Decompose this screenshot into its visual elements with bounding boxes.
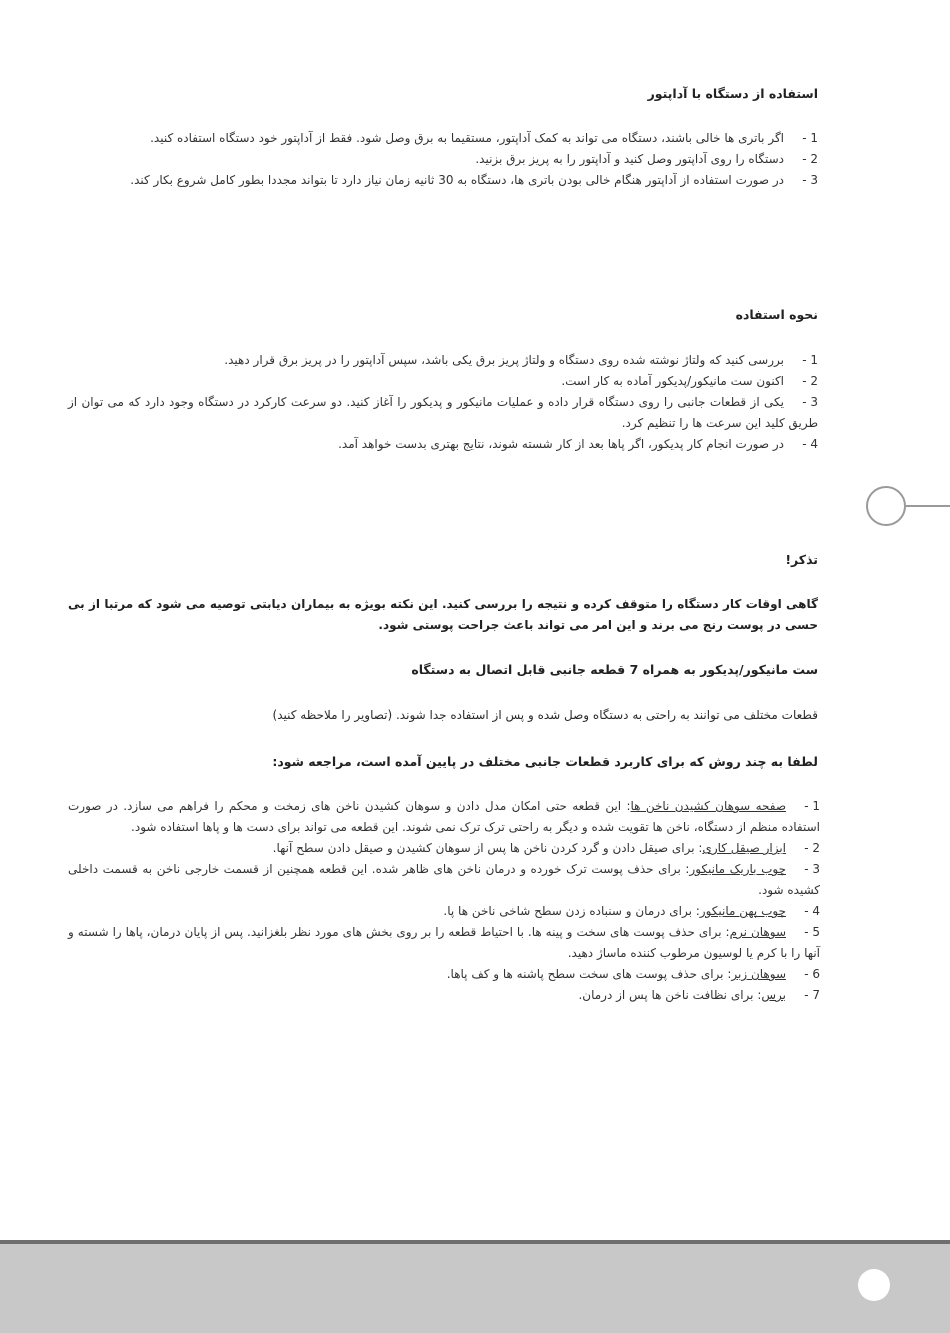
footer-dot [858, 1269, 890, 1301]
list-item [68, 371, 818, 392]
item-text: اگر باتری ها خالی باشند، دستگاه می تواند به کمک آداپتور، مستقیما به برق وصل شود. فقط از آداپتور خود دستگاه استفاده کنید. [150, 131, 784, 145]
item-title: برس [761, 988, 786, 1002]
item-number: 4 - [802, 437, 818, 451]
list-item: 5 -سوهان نرم: برای حذف پوست های سخت و پینه ها. با احتیاط قطعه را بر روی بخش های مورد نظر بلغزانید. پس از پایان درمان، پاها را شسته و آنها را با کرم یا لوسیون مرطوب کننده ماساژ دهید. [68, 922, 820, 964]
item-text: برای حذف پوست های سخت سطح پاشنه ها و کف پاها. [446, 967, 728, 981]
list-item [68, 434, 818, 455]
item-text: برای نظافت ناخن ها پس از درمان. [578, 988, 758, 1002]
item-number: 2 - [802, 152, 818, 166]
list-item [68, 149, 818, 170]
item-text: بررسی کنید که ولتاژ نوشته شده روی دستگاه و ولتاژ پریز برق یکی باشد، سپس آداپتور را در پریز برق قرار دهید. [224, 353, 784, 367]
note-text: گاهی اوقات کار دستگاه را متوقف کرده و نتیجه را بررسی کنید. این نکته بویژه به بیماران دیابتی توصیه می شود که مرتبا از بی حسی در پوست رنج می برند و این امر می تواند باعث جراحت پوستی شود. [68, 597, 818, 632]
item-text: برای صیقل دادن و گرد کردن ناخن ها پس از سوهان کشیدن و صیقل دادن سطح آنها. [272, 841, 699, 855]
list-item: 4 -چوب پهن مانیکور: برای درمان و سنباده زدن سطح شاخی ناخن ها پا. [68, 901, 820, 922]
item-text: برای حذف پوست ترک خورده و درمان ناخن های ظاهر شده. این قطعه همچنین از قسمت خارجی ناخن به قسمت داخلی کشیده شود. [68, 862, 820, 897]
item-title: سوهان نرم [729, 925, 786, 939]
item-number: 4 - [804, 904, 820, 918]
item-text: این قطعه حتی امکان مدل دادن و سوهان کشیدن ناخن های زمخت و محکم را فراهم می سازد. در صورت استفاده منظم از دستگاه، ناخن ها تقویت شده و دیگر به راحتی ترک ترک نمی شوند. این قطعه می تواند برای دست ها و پاها استفاده شود. [68, 799, 820, 834]
section-heading-usage: نحوه استفاده [735, 307, 818, 322]
list-item: 7 -برس: برای نظافت ناخن ها پس از درمان. [68, 985, 820, 1006]
item-number: 2 - [804, 841, 820, 855]
section-heading-adapter: استفاده از دستگاه با آداپتور [647, 86, 818, 101]
set-heading: ست مانیکور/پدیکور به همراه 7 قطعه جانبی قابل اتصال به دستگاه [411, 662, 818, 677]
item-text: برای درمان و سنباده زدن سطح شاخی ناخن ها پا. [443, 904, 696, 918]
page-tab-circle [866, 486, 906, 526]
list-item [68, 170, 818, 191]
item-number: 1 - [802, 353, 818, 367]
accessories-heading: لطفا به چند روش که برای کاربرد قطعات جانبی مختلف در پایین آمده است، مراجعه شود: [272, 754, 818, 769]
list-item [68, 128, 818, 149]
note-heading: تذکر! [785, 552, 818, 567]
usage-instructions-list [68, 350, 818, 455]
list-item [68, 350, 818, 371]
list-item: 3 -چوب باریک مانیکور: برای حذف پوست ترک خورده و درمان ناخن های ظاهر شده. این قطعه همچنین از قسمت خارجی ناخن به قسمت داخلی کشیده شود. [68, 859, 820, 901]
set-description: قطعات مختلف می توانند به راحتی به دستگاه وصل شده و پس از استفاده جدا شوند. (تصاویر را ملاحظه کنید) [272, 708, 818, 722]
item-title: ابزار صیقل کاری [702, 841, 786, 855]
item-number: 2 - [802, 374, 818, 388]
list-item: 2 -ابزار صیقل کاری: برای صیقل دادن و گرد کردن ناخن ها پس از سوهان کشیدن و صیقل دادن سطح آنها. [68, 838, 820, 859]
item-title: سوهان زبر [731, 967, 786, 981]
item-text: برای حذف پوست های سخت و پینه ها. با احتیاط قطعه را بر روی بخش های مورد نظر بلغزانید. پس از پایان درمان، پاها را شسته و آنها را با کرم یا لوسیون مرطوب کننده ماساژ دهید. [68, 925, 820, 960]
list-item: 1 -صفحه سوهان کشیدن ناخن ها: این قطعه حتی امکان مدل دادن و سوهان کشیدن ناخن های زمخت و محکم را فراهم می سازد. در صورت استفاده منظم از دستگاه، ناخن ها تقویت شده و دیگر به راحتی ترک ترک نمی شوند. این قطعه می تواند برای دست ها و پاها استفاده شود. [68, 796, 820, 838]
item-text: در صورت استفاده از آداپتور هنگام خالی بودن باتری ها، دستگاه به 30 ثانیه زمان نیاز دارد تا بتواند مجددا بطور کامل شروع بکار کند. [130, 173, 784, 187]
item-text: یکی از قطعات جانبی را روی دستگاه قرار داده و عملیات مانیکور و پدیکور را آغاز کنید. دو سرعت کارکرد در دستگاه وجود دارد که می توان از طریق کلید این سرعت ها را تنظیم کرد. [68, 395, 818, 430]
item-title: چوب باریک مانیکور [689, 862, 786, 876]
item-title: چوب پهن مانیکور [699, 904, 786, 918]
accessories-list [68, 796, 820, 1006]
adapter-instructions-list [68, 128, 818, 191]
item-number: 1 - [804, 799, 821, 813]
item-number: 6 - [804, 967, 820, 981]
item-number: 5 - [804, 925, 820, 939]
item-title: صفحه سوهان کشیدن ناخن ها [630, 799, 787, 813]
item-number: 1 - [802, 131, 818, 145]
item-text: اکنون ست مانیکور/پدیکور آماده به کار است. [561, 374, 784, 388]
item-text: در صورت انجام کار پدیکور، اگر پاها بعد از کار شسته شوند، نتایج بهتری بدست خواهد آمد. [338, 437, 784, 451]
page-tab-line [906, 505, 950, 507]
item-text: دستگاه را روی آداپتور وصل کنید و آداپتور را به پریز برق بزنید. [475, 152, 784, 166]
item-number: 3 - [804, 862, 820, 876]
item-number: 3 - [802, 395, 818, 409]
item-number: 3 - [802, 173, 818, 187]
footer-divider [0, 1240, 950, 1244]
list-item [68, 392, 818, 434]
footer-band [0, 1240, 950, 1333]
list-item: 6 -سوهان زبر: برای حذف پوست های سخت سطح پاشنه ها و کف پاها. [68, 964, 820, 985]
item-number: 7 - [804, 988, 820, 1002]
